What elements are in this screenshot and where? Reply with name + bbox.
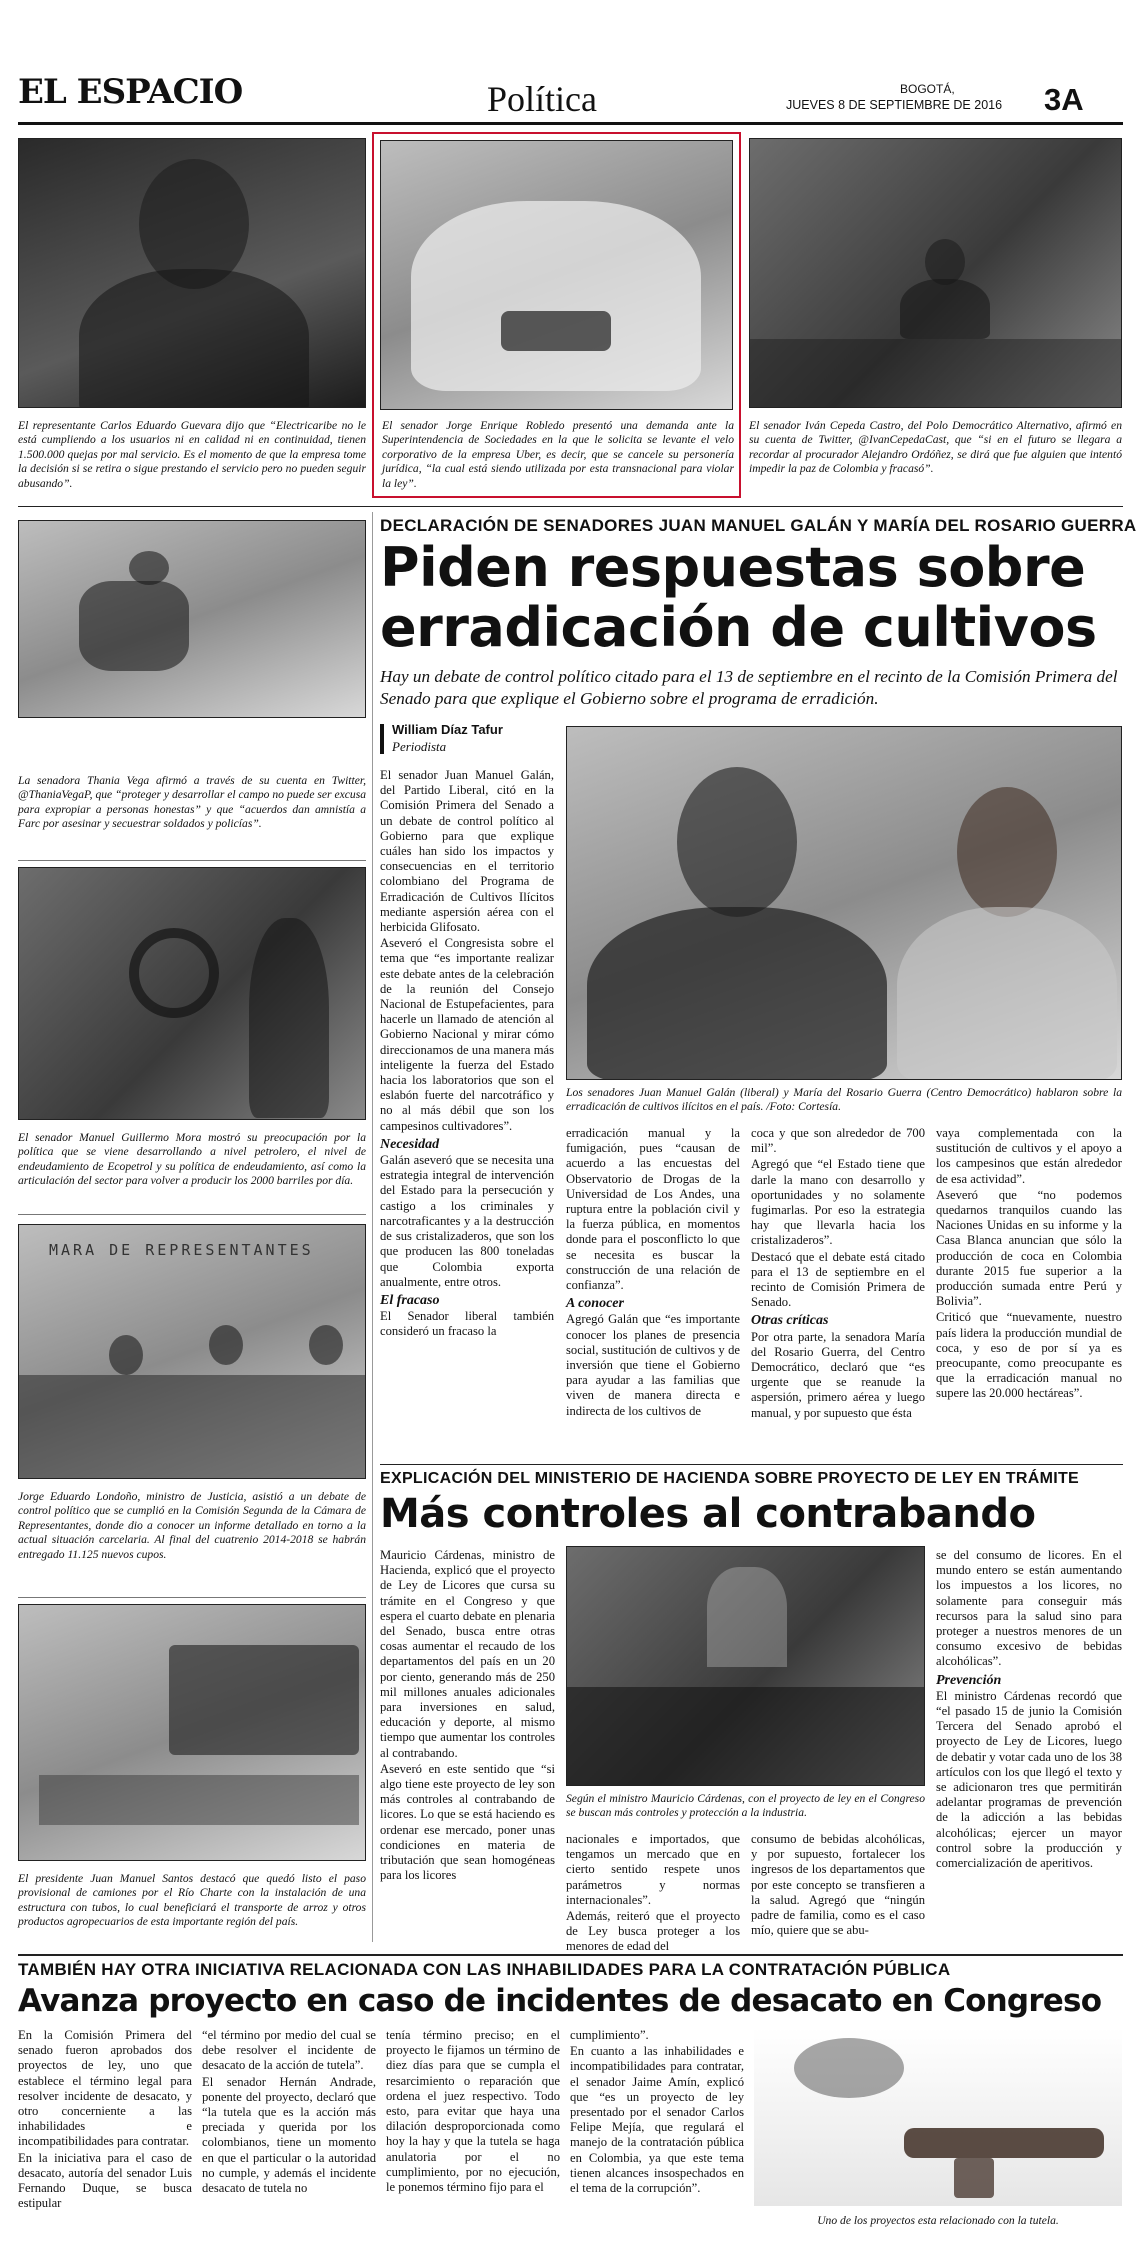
photo-guevara [18, 138, 366, 408]
article2-column-2 [566, 1832, 740, 1956]
paragraph: El ministro Cárdenas recordó que “el pasado 15 de junio la Comisión Tercera del Senado aprobó el proyecto de Ley de Licores, luego de debatir y votar cada uno de los 38 artículos con los que llegó el texto y se adicionaron tres que permitirán adelantar programas de prevención de la adicción a las bebidas alcohólicas; ejercer un mayor control sobre la producción y comercialización de aperitivos. [936, 1688, 1122, 1871]
paragraph: nacionales e importados, que tengamos un mercado que en cierto sentido respete unos parámetros y normas internacionales”. [566, 1832, 740, 1907]
article3-headline: Avanza proyecto en caso de incidentes de desacato en Congreso [18, 1983, 1102, 2019]
paragraph: En la iniciativa para el caso de desacato, autoría del senador Luis Fernando Duque, se busca estipular [18, 2150, 192, 2211]
article1-kicker: DECLARACIÓN DE SENADORES JUAN MANUEL GALÁN Y MARÍA DEL ROSARIO GUERRA [380, 516, 1137, 535]
dateline-city: BOGOTÁ, [900, 82, 955, 96]
article1-lede: Hay un debate de control político citado para el 13 de septiembre en el recinto de la Comisión Primera del Senado para que explique el Gobierno sobre el programa de erradición. [380, 667, 1118, 708]
caption-galan-guerra: Los senadores Juan Manuel Galán (liberal) y María del Rosario Guerra (Centro Democrático) hablaron sobre la erradicación de cultivos ilícitos en el país. /Foto: Cortesía. [566, 1086, 1122, 1114]
caption-robledo: El senador Jorge Enrique Robledo presentó una demanda ante la Superintendencia de Sociedades en la que le solicita se levante el velo corporativo de la empresa Uber, es decir, que se cancele su personería jurídica, “la cual está siendo utilizada por esta transnacional para violar la ley”. [382, 419, 734, 490]
article1-column-1 [380, 768, 554, 1341]
article1-column-4 [936, 1126, 1122, 1403]
photo-thania-vega [18, 520, 366, 718]
caption-santos: El presidente Juan Manuel Santos destacó que quedó listo el paso provisional de camiones por el Río Charte con la instalación de una estructura con tubos, lo cual beneficiará el transporte de arroz y otros productos agropecuarios de esta importante región del país. [18, 1872, 366, 1929]
caption-guevara: El representante Carlos Eduardo Guevara dijo que “Electricaribe no le está cumpliendo a los usuarios ni en calidad ni en continuidad, tienen 1.500.000 quejas por mal servicio. Es el momento de que la empresa tome la decisión si se retira o sigue prestando el servicio pero no pueden seguir abusando”. [18, 419, 366, 490]
article2-column-3 [751, 1832, 925, 1939]
article3-column-1 [18, 2028, 192, 2212]
paragraph: tenía término preciso; en el proyecto le fijamos un término de diez días para que se cumpla el resarcimiento o reparación que ordena el juez respectivo. Todo esto, para evitar que haya una dilación desproporcionada como hoy la hay y que la tutela se haga anulatoria por el no cumplimiento, por no ejecución, le ponemos término fijo para el [386, 2028, 560, 2195]
paragraph: En la Comisión Primera del senado fueron aprobados dos proyectos de ley, uno que establece el término legal para resolver incidente de desacato, y otro concerniente a las inhabilidades e incompatibilidades para contratar. [18, 2028, 192, 2149]
camara-sign: MARA DE REPRESENTANTES [49, 1241, 314, 1259]
article2-column-4 [936, 1548, 1122, 1872]
photo-galan-guerra [566, 726, 1122, 1080]
paragraph: se del consumo de licores. En el mundo entero se están aumentando los impuestos a los licores, no solamente para conseguir más recursos para la salud sino para proteger a nuestros menores de un consumo excesivo de bebidas alcohólicas”. [936, 1548, 1122, 1669]
paragraph: Destacó que el debate está citado para el 13 de septiembre en el recinto de Comisión Primera de Senado. [751, 1249, 925, 1310]
masthead-rule [18, 122, 1123, 125]
paragraph: Además, reiteró que el proyecto de Ley busca proteger a los menores de edad del [566, 1909, 740, 1954]
article1-column-2 [566, 1126, 740, 1420]
paragraph: Agregó que “el Estado tiene que darle la mano con desarrollo y oportunidades y no solamente fugimarlas. Por eso la estrategia hay que llevarla hacia los cristalizaderos”. [751, 1157, 925, 1248]
paragraph: Aseveró que “no podemos quedarnos tranquilos cuando las Naciones Unidas en su informe y la Casa Blanca anuncian que sólo la producción de coca en Colombia durante 2015 fue superior a la producción sumada entre Perú y Bolivia”. [936, 1187, 1122, 1309]
subheading-fracaso: El fracaso [380, 1292, 440, 1308]
paragraph: vaya complementada con la sustitución de cultivos y el apoyo a los campesinos que están alrededor de esa actividad”. [936, 1126, 1122, 1186]
paragraph: cumplimiento”. [570, 2028, 649, 2042]
photo-londono [18, 1224, 366, 1479]
subheading-necesidad: Necesidad [380, 1136, 440, 1152]
highlight-box [372, 132, 741, 498]
article1-column-3 [751, 1126, 925, 1422]
page-number: 3A [1044, 82, 1084, 117]
paragraph: Criticó que “nuevamente, nuestro país lidera la producción mundial de coca, y eso de por sí ya es preocupante, como preocupante es que la erradicación manual no supere las 20.000 hectáreas”. [936, 1310, 1122, 1401]
article2-kicker: EXPLICACIÓN DEL MINISTERIO DE HACIENDA SOBRE PROYECTO DE LEY EN TRÁMITE [380, 1470, 1080, 1487]
article2-headline: Más controles al contrabando [380, 1491, 1036, 1537]
paragraph: Aseveró el Congresista sobre el tema que “es importante realizar este debate antes de la celebración de la reunión del Consejo Nacional de Estupefacientes, para hacerle un llamado de atención al Gobierno Nacional y mirar cómo direccionamos de una manera más inteligente la fuerza del Estado hacia los laboratorios que son el eslabón fuerte del narcotráfico y no al más débil que son los campesinos cultivadores”. [380, 936, 554, 1133]
article1-headline-line1: Piden respuestas sobre [380, 536, 1086, 599]
paragraph: El senador Juan Manuel Galán, del Partido Liberal, citó en la Comisión Primera del Senado a un debate de control político al Gobierno para que explique cuáles han sido los impactos y consecuencias en el territorio colombiano del Programa de Erradicación de Cultivos Ilícitos mediante aspersión aérea con el herbicida Glifosato. [380, 768, 554, 935]
paragraph: “el término por medio del cual se debe resolver el incidente de desacato de la acción de tutela”. [202, 2028, 376, 2073]
paragraph: Galán aseveró que se necesita una estrategia integral de intervención del Estado para la persecución y castigo a los criminales y narcotraficantes y a la destrucción de sus cristalizaderos, que son los que producen las 800 toneladas que Colombia exporta anualmente, entre otros. [380, 1153, 554, 1289]
paragraph: En cuanto a las inhabilidades e incompatibilidades para contratar, el senador Jaime Amín, explicó que “es un proyecto de ley presentado por el senador Carlos Felipe Mejía, que regulará el manejo de la contratación pública en Colombia, ya que este tema tienen alcances insospechados en el tema de la corrupción”. [570, 2044, 744, 2196]
paragraph: erradicación manual y la fumigación, pues “causan de acuerdo a las encuestas del Observatorio de Drogas de la Universidad de Los Andes, una ruptura entre la población civil y la fuerza pública, en momentos donde para el posconflicto lo que se necesita es buscar la construcción de una relación de confianza”. [566, 1126, 740, 1293]
caption-mora: El senador Manuel Guillermo Mora mostró su preocupación por la política que se viene desarrollando a nivel petrolero, el nivel de endeudamiento de Ecopetrol y su política de endeudamiento, así como la articulación del sector para volver a producir los 2000 barriles por día. [18, 1131, 366, 1188]
subheading-otras-criticas: Otras críticas [751, 1313, 829, 1329]
paragraph: Agregó Galán que “es importante conocer los planes de presencia social, sustitución de cultivos y de inversión que tiene el Gobierno para ayudar a las familias que viven de manera directa e indirecta de los cultivos de [566, 1312, 740, 1418]
photo-santos-bridge [18, 1604, 366, 1861]
article3-kicker: TAMBIÉN HAY OTRA INICIATIVA RELACIONADA CON LAS INHABILIDADES PARA LA CONTRATACIÓN PÚBLICA [18, 1960, 951, 1979]
paragraph: El Senador liberal también consideró un fracaso la [380, 1309, 554, 1339]
dateline-date: JUEVES 8 DE SEPTIEMBRE DE 2016 [786, 98, 1003, 112]
paragraph: Mauricio Cárdenas, ministro de Hacienda, explicó que el proyecto de Ley de Licores que cursa su trámite en el Congreso y que espera el cuarto debate en plenaria del Senado, busca entre otras cosas aumentar el recaudo de los departamentos del país en un 20 por ciento, generando más de 250 mil millones anuales adicionales para inversiones en salud, educación y deporte, al mismo tiempo que aumentar los controles al contrabando. [380, 1548, 555, 1760]
paragraph: consumo de bebidas alcohólicas, y por supuesto, fortalecer los ingresos de los departamentos que por este concepto se transfieren a la salud. Agregó que “ningún padre de familia, como es el caso mío, quiere que se abu- [751, 1832, 925, 1938]
photo-cepeda [749, 138, 1122, 408]
article1-headline-line2: erradicación de cultivos [380, 596, 1097, 659]
byline-role: Periodista [392, 739, 447, 754]
article3-column-4 [570, 2028, 744, 2197]
byline-bar [380, 724, 384, 754]
newspaper-logo: EL ESPACIO [18, 72, 243, 112]
caption-senate: Según el ministro Mauricio Cárdenas, con el proyecto de ley en el Congreso se buscan más controles y protección a la industria. [566, 1792, 925, 1820]
caption-cepeda: El senador Iván Cepeda Castro, del Polo Democrático Alternativo, afirmó en su cuenta de Twitter, @IvanCepedaCast, que “si en el futuro se llegara a recordar al procurador Alejandro Ordóñez, se dirá que fue alguien que intentó impedir la paz de Colombia y fracasó”. [749, 419, 1122, 476]
paragraph: Por otra parte, la senadora María del Rosario Guerra, del Centro Democrático, declaró que “es urgente que se reanude la aspersión, primero aérea y luego manual, y por supuesto que ésta [751, 1329, 925, 1420]
paragraph: El senador Hernán Andrade, ponente del proyecto, declaró que “la tutela que es la acción más preciada y querida por los colombianos, tiene un momento en que el particular o la autoridad no cumple, y además el incidente desacato de tutela no [202, 2074, 376, 2196]
top-row-rule [18, 506, 1123, 507]
article2-column-1 [380, 1548, 555, 1884]
photo-refinery-mora [18, 867, 366, 1120]
caption-londono: Jorge Eduardo Londoño, ministro de Justicia, asistió a un debate de control político que se cumplió en la Comisión Segunda de la Cámara de Representantes, donde dio a conocer un informe detallado en torno a la actual situación carcelaria. Al final del cuatrenio 2014-2018 se habrán entregado 11.125 nuevos cupos. [18, 1490, 366, 1561]
caption-gavel: Uno de los proyectos esta relacionado con la tutela. [817, 2214, 1059, 2227]
subheading-prevencion: Prevención [936, 1672, 1002, 1688]
section-title: Política [487, 79, 597, 119]
photo-gavel-scales [754, 2028, 1122, 2206]
byline-name: William Díaz Tafur [392, 722, 503, 737]
paragraph: coca y que son alrededor de 700 mil”. [751, 1126, 925, 1156]
caption-thania-vega: La senadora Thania Vega afirmó a través de su cuenta en Twitter, @ThaniaVegaP, que “proteger y desarrollar el campo no puede ser excusa para expropiar a personas honestas” y que “acuerdos dan amnistía a Farc por asesinar y secuestrar soldados y policías”. [18, 774, 367, 831]
photo-senate-plenary [566, 1546, 925, 1786]
paragraph: Aseveró en este sentido que “si algo tiene este proyecto de ley son más controles al contrabando de licores. Lo que se está haciendo es ordenar ese mercado, poner unas condiciones en materia de tributación que sean homogéneas para los licores [380, 1761, 555, 1883]
article3-column-2 [202, 2028, 376, 2197]
subheading-a-conocer: A conocer [566, 1296, 624, 1312]
article3-column-3 [386, 2028, 560, 2196]
